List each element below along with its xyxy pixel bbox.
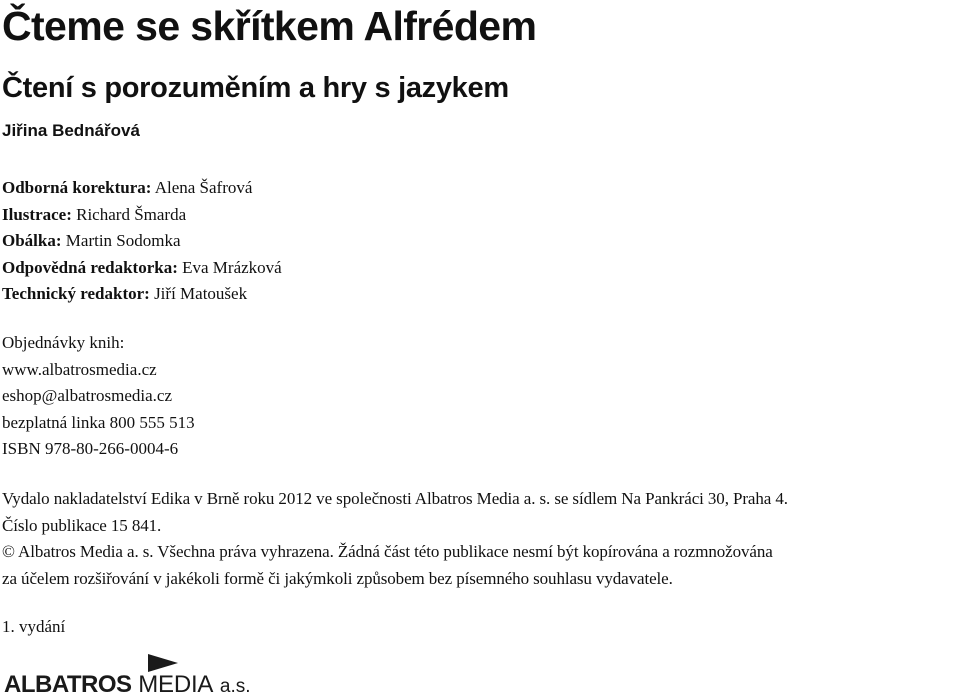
orders-heading: Objednávky knih: <box>2 333 125 352</box>
credit-editor <box>2 255 282 282</box>
credit-technical-editor <box>2 281 282 308</box>
edition: 1. vydání <box>2 617 66 636</box>
credit-person: Eva Mrázková <box>182 257 282 277</box>
credit-role: Obálka: <box>2 231 62 250</box>
credit-illustration <box>2 202 282 229</box>
play-arrow-icon <box>148 654 178 672</box>
imprint-publisher: Vydalo nakladatelství Edika v Brně roku 2012 ve společnosti Albatros Media a. s. se sídlem Na Pankráci 30, Praha 4. <box>2 489 788 508</box>
imprint-copyright-continued: za účelem rozšiřování v jakékoli formě či jakýmkoli způsobem bez písemného souhlasu vydavatele. <box>2 568 673 588</box>
email-link[interactable]: eshop@albatrosmedia.cz <box>2 386 173 405</box>
logo-brand: ALBATROS <box>4 671 132 698</box>
isbn: ISBN 978-80-266-0004-6 <box>2 439 179 458</box>
credit-person: Martin Sodomka <box>65 231 181 250</box>
imprint-copyright: © Albatros Media a. s. Všechna práva vyhrazena. Žádná část této publikace nesmí být kopírována a rozmnožována <box>2 542 773 561</box>
book-subtitle: Čtení s porozuměním a hry s jazykem <box>2 72 509 104</box>
website-link[interactable]: www.albatrosmedia.cz <box>2 359 157 379</box>
logo-media: MEDIA <box>138 671 214 698</box>
logo-suffix: a.s. <box>219 676 251 697</box>
imprint-block <box>2 486 958 592</box>
credit-role: Odborná korektura: <box>2 178 152 197</box>
book-title: Čteme se skřítkem Alfrédem <box>2 3 537 49</box>
credits-list <box>2 175 282 308</box>
credit-proofreading <box>2 175 282 202</box>
credit-person: Jiří Matoušek <box>154 284 248 303</box>
author-name: Jiřina Bednářová <box>2 121 140 140</box>
imprint-publication-number: Číslo publikace 15 841. <box>2 515 162 535</box>
phone-line: bezplatná linka 800 555 513 <box>2 412 195 432</box>
credit-cover <box>2 228 282 255</box>
colophon-page <box>2 0 958 696</box>
credit-role: Ilustrace: <box>2 204 72 224</box>
credit-person: Richard Šmarda <box>76 204 187 224</box>
credit-role: Technický redaktor: <box>2 284 150 303</box>
credit-person: Alena Šafrová <box>154 178 253 197</box>
orders-block <box>2 330 195 463</box>
credit-role: Odpovědná redaktorka: <box>2 257 178 277</box>
publisher-logo <box>4 652 274 696</box>
